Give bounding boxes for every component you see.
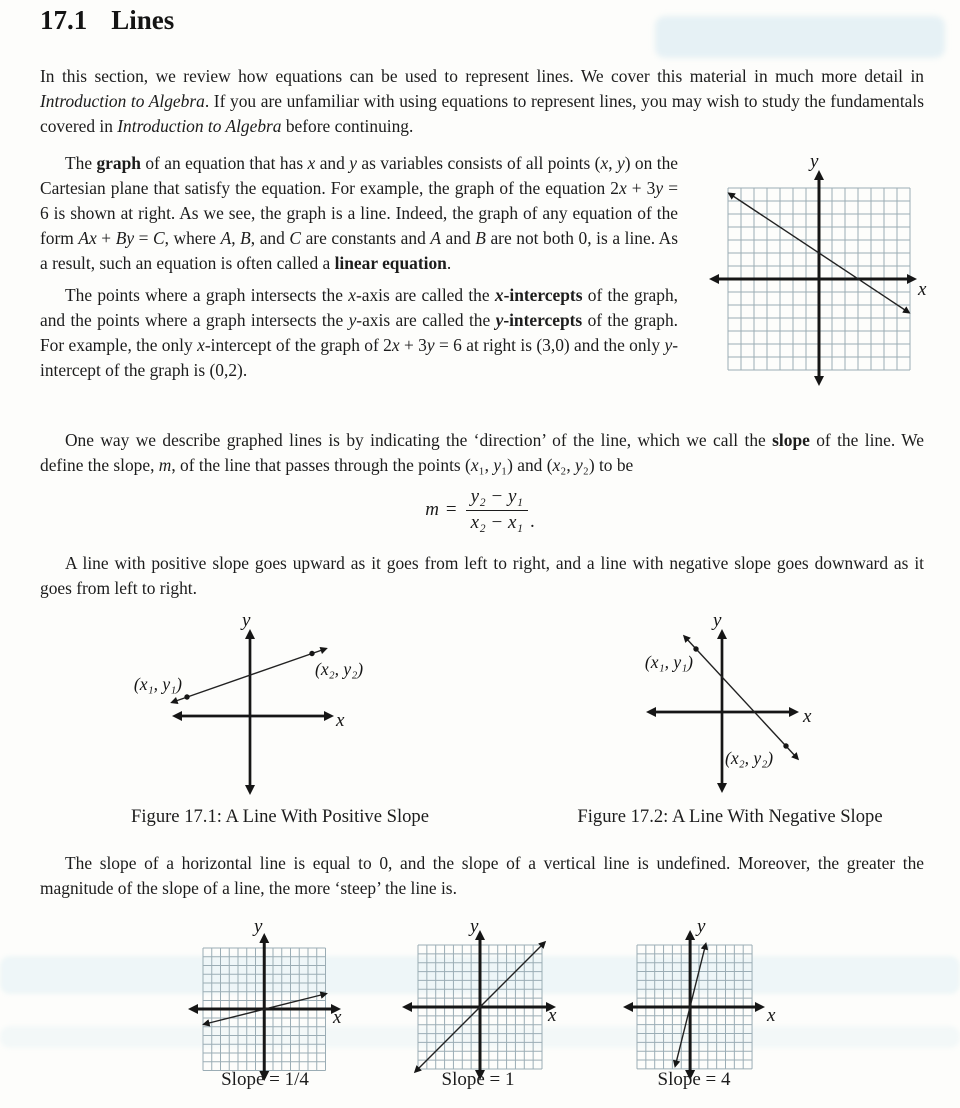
x-axis-label: x	[336, 710, 345, 731]
x-axis-label: x	[333, 1007, 342, 1028]
paragraph-slope-direction: A line with positive slope goes upward as it goes from left to right, and a line with negative slope goes downward as it goes from left to right.	[40, 553, 924, 598]
y-axis-label: y	[242, 610, 251, 631]
y-axis-label: y	[697, 916, 706, 937]
formula-fraction	[466, 487, 528, 533]
x-axis-label: x	[548, 1005, 557, 1026]
x-axis-label: x	[918, 279, 927, 300]
figure-1-caption: Figure 17.1: A Line With Positive Slope	[131, 806, 429, 827]
point-2-dot	[309, 651, 314, 656]
plotted-line	[685, 637, 797, 758]
paragraph-slope-magnitude: The slope of a horizontal line is equal to 0, and the slope of a vertical line is undefined. Moreover, the greater the magnitude of the slope of a line, the more ‘steep’ the line is.	[40, 853, 924, 898]
section-title: Lines	[111, 5, 175, 35]
point-2-dot	[783, 743, 788, 748]
y-axis-label: y	[810, 151, 819, 172]
slope-quarter-label: Slope = 1/4	[221, 1069, 309, 1090]
point-1-dot	[693, 646, 698, 651]
x-axis-label: x	[767, 1005, 776, 1026]
slope-four-label: Slope = 4	[657, 1069, 731, 1090]
text-with-figure-block	[40, 151, 927, 397]
section-number: 17.1	[40, 5, 88, 35]
slope-formula	[0, 487, 960, 533]
figure-2-caption: Figure 17.2: A Line With Negative Slope	[577, 806, 883, 827]
slope-one-label: Slope = 1	[441, 1069, 515, 1090]
slope-four-graph	[620, 916, 795, 1085]
point-1-label: (x₁, y₁)	[133, 674, 182, 694]
y-axis-label: y	[470, 916, 479, 937]
scan-artifact	[655, 16, 945, 58]
point-1-label: (x₁, y₁)	[644, 652, 693, 672]
slope-quarter-graph	[185, 916, 360, 1085]
y-axis-label: y	[713, 610, 722, 631]
formula-equals: =	[445, 499, 457, 521]
formula-numerator: y₂ − y₁	[470, 486, 524, 507]
point-1-dot	[184, 694, 189, 699]
paragraph-intro: In this section, we review how equations can be used to represent lines. We cover this material in much more detail in Introduction to Algebra. If you are unfamiliar with using equations to represent lines, you may wish to study the fundamentals covered in Introduction to Algebra before continuing.	[40, 66, 924, 136]
point-2-label: (x₂, y₂)	[315, 659, 364, 679]
paragraph-slope-intro: One way we describe graphed lines is by indicating the ‘direction’ of the line, which we call the slope of the line. We define the slope, m, of the line that passes through the points (x₁, y₁) and (x₂, y₂) to be	[40, 430, 924, 475]
paragraph-graph-definition: The graph of an equation that has x and y as variables consists of all points (x, y) on the Cartesian plane that satisfy the equation. For example, the graph of the equation 2x + 3y = 6 is shown at right. As we see, the graph is a line. Indeed, the graph of any equation of the form Ax + By = C, where A, B, and C are constants and A and B are not both 0, is a line. As a result, such an equation is often called a linear equation.	[40, 153, 679, 273]
figure-positive-slope	[85, 612, 425, 807]
section-heading	[40, 5, 174, 36]
figure-negative-slope	[585, 612, 885, 807]
slope-one-graph	[400, 916, 575, 1085]
paragraph-intercepts: The points where a graph intersects the x-axis are called the x-intercepts of the graph, and the points where a graph intersects the y-axis are called the y-intercepts of the graph. For example, the only x-intercept of the graph of 2x + 3y = 6 at right is (3,0) and the only y-intercept of the graph is (0,2).	[40, 285, 678, 380]
equation-graph-figure	[692, 151, 927, 391]
point-2-label: (x₂, y₂)	[725, 748, 774, 768]
formula-m: m	[425, 499, 439, 521]
y-axis-label: y	[254, 916, 263, 937]
formula-period: .	[530, 511, 535, 533]
x-axis-label: x	[803, 706, 812, 727]
formula-denominator: x₂ − x₁	[466, 510, 528, 534]
